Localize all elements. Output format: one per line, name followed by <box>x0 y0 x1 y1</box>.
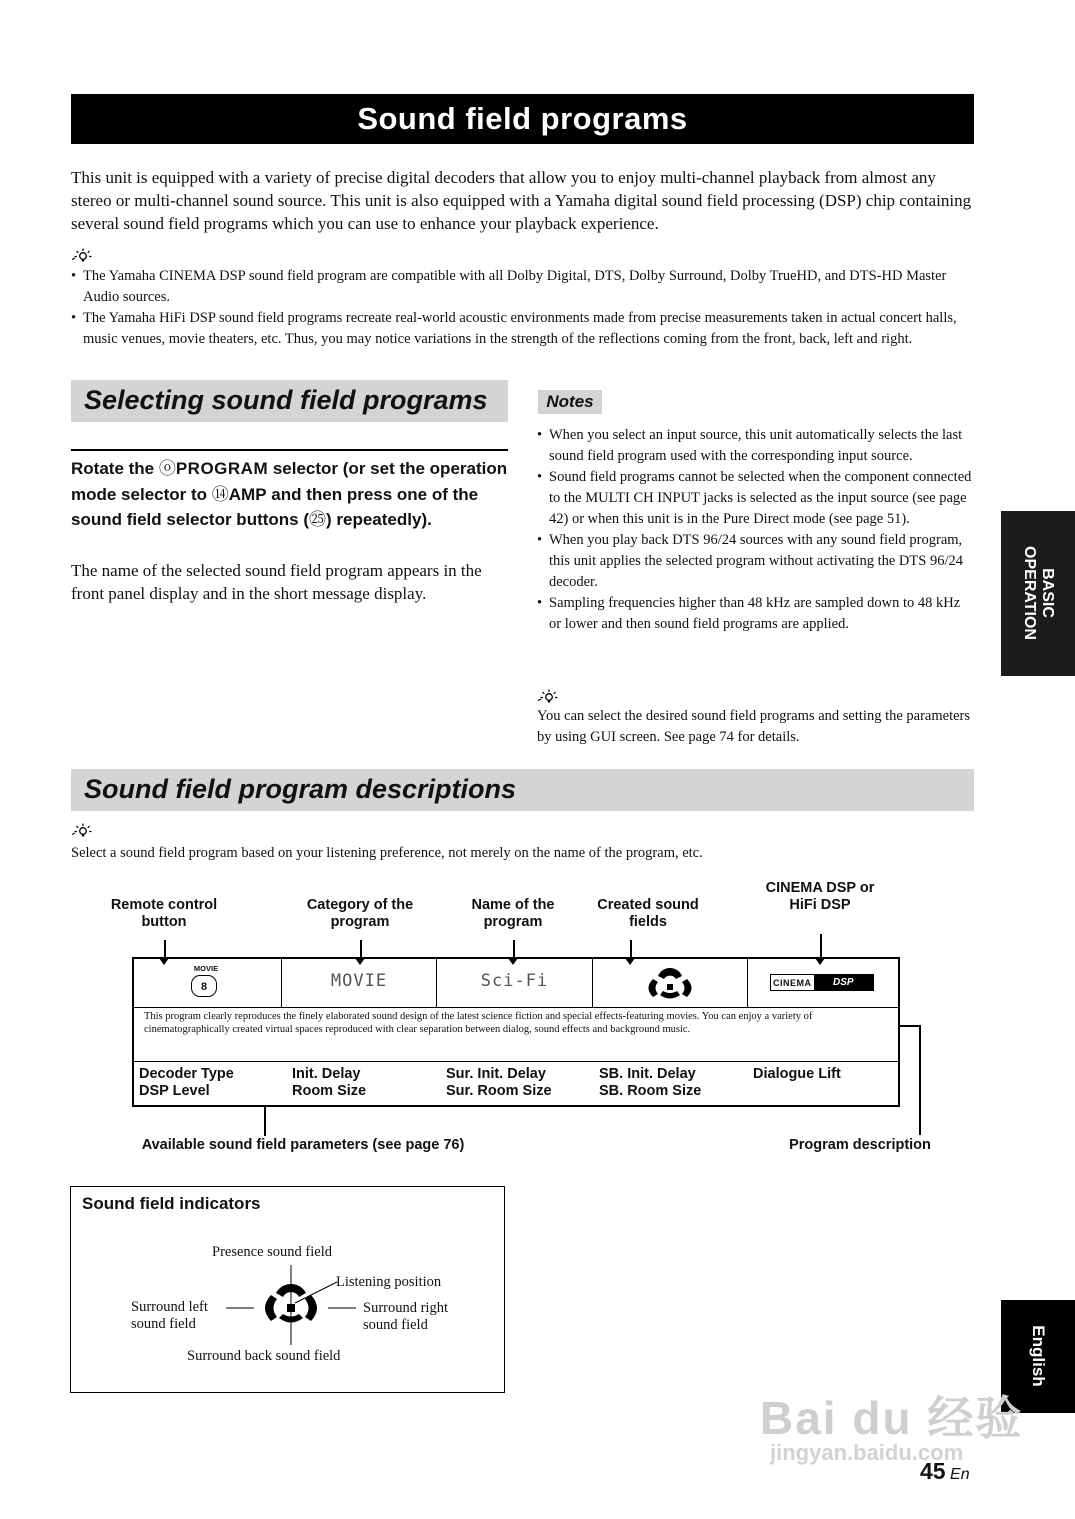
key-amp: AMP <box>228 484 267 504</box>
logo-text-left: CINEMA <box>773 977 812 988</box>
program-description-text: This program clearly reproduces the finely elaborated sound design of the latest science fiction and special effects-featuring movies. You can enjoy a variety of cinematographically created virtual spaces reproduced with clear separation between dialog, sound effects and background music. <box>144 1011 813 1035</box>
tip-item: • The Yamaha HiFi DSP sound field programs recreate real-world acoustic environments made from precise measurements taken in actual concert halls, music venues, movie theaters, etc. Thus, you may notice variations in the strength of the reflections coming from the front, back, left and right. <box>71 308 976 350</box>
descriptions-tip: Select a sound field program based on your listening preference, not merely on the name of the program, etc. <box>71 845 703 861</box>
sound-field-icon <box>639 965 701 1003</box>
param-item: SB. Room Size <box>599 1083 702 1099</box>
label-dsp-type: CINEMA DSP or HiFi DSP <box>765 880 875 913</box>
intro-paragraph: This unit is equipped with a variety of precise digital decoders that allow you to enjoy multi-channel playback from almost any stereo or multi-channel sound source. This unit is also equipped with a Yamaha digital sound field processing (DSP) chip containing several sound field programs which you can use to enhance your playback experience. <box>71 168 972 233</box>
ref-circle: ⓞ <box>158 459 176 478</box>
key-program: PROGRAM <box>175 459 269 478</box>
category-display: MOVIE <box>330 971 388 991</box>
notes-tip: You can select the desired sound field programs and setting the parameters by using GUI screen. See page 74 for details. <box>537 708 971 745</box>
sound-field-indicator-diagram <box>221 1265 361 1345</box>
instruction-step <box>71 456 511 533</box>
leader-line <box>919 1025 921 1135</box>
instruction-body: The name of the selected sound field program appears in the front panel display and in the short message display. <box>71 561 482 603</box>
sound-field-indicators-box <box>70 1186 505 1393</box>
param-column <box>292 1066 366 1100</box>
watermark-url: jingyan.baidu.com <box>770 1440 964 1465</box>
param-item: Sur. Init. Delay <box>446 1066 546 1082</box>
note-item: • When you play back DTS 96/24 sources with any sound field program, this unit applies the selected program without activating the DTS 96/24 decoder. <box>537 530 975 593</box>
program-example-table <box>132 957 900 1107</box>
note-item: • When you select an input source, this unit automatically selects the last sound field program used with the corresponding input source. <box>537 425 975 467</box>
param-column <box>599 1066 701 1100</box>
param-item: Sur. Room Size <box>446 1083 552 1099</box>
leader-line <box>900 1025 920 1027</box>
note-item: • Sound field programs cannot be selected when the component connected to the MULTI CH INPUT jacks is selected as the input source (see page 42) or when this unit is in the Pure Direct mode (see page 51). <box>537 467 975 530</box>
notes-list <box>537 425 975 635</box>
param-column <box>753 1066 841 1083</box>
watermark-logo: Bai du 经验 <box>760 1392 1024 1444</box>
cell-divider <box>592 959 593 1007</box>
cell-divider <box>747 959 748 1007</box>
row-divider <box>134 1061 898 1062</box>
ref-circle: ⑭ <box>211 484 229 504</box>
selecting-heading: Selecting sound field programs <box>71 380 508 422</box>
param-column <box>446 1066 552 1100</box>
label-presence: Presence sound field <box>212 1244 332 1260</box>
tip-list-top <box>71 266 976 350</box>
tip-item: • The Yamaha CINEMA DSP sound field program are compatible with all Dolby Digital, DTS, Dolby Surround, Dolby TrueHD, and DTS-HD Master Audio sources. <box>71 266 976 308</box>
label-category: Category of the program <box>306 897 414 930</box>
step-text: and then press one of the sound field selector buttons ( <box>71 484 479 529</box>
param-item: Room Size <box>292 1083 367 1099</box>
label-surround-right: Surround right sound field <box>363 1300 448 1333</box>
tab-basic-operation-label <box>1020 546 1056 640</box>
page-number-suffix: En <box>950 1466 970 1483</box>
name-display: Sci-Fi <box>480 971 549 991</box>
step-text: selector (or set the operation mode selector to <box>71 459 508 504</box>
row-divider <box>134 1007 898 1008</box>
page-title: Sound field programs <box>71 94 974 144</box>
label-listening: Listening position <box>336 1274 442 1290</box>
button-category-label: MOVIE <box>193 964 219 973</box>
cinema-dsp-logo <box>770 974 874 991</box>
descriptions-heading: Sound field program descriptions <box>71 769 974 811</box>
section-rule <box>71 449 508 451</box>
remote-button-8: 8 <box>191 975 217 997</box>
label-remote-button: Remote control button <box>110 897 218 930</box>
tab-basic-operation <box>1001 511 1075 676</box>
step-text: ) repeatedly). <box>326 510 432 529</box>
param-item: Init. Delay <box>292 1066 361 1082</box>
tip-icon <box>71 822 93 838</box>
tip-icon <box>71 247 93 263</box>
logo-text-right: DSP <box>814 975 874 990</box>
page-number <box>920 1458 970 1485</box>
label-program-description: Program description <box>789 1137 931 1153</box>
label-created-fields: Created sound fields <box>597 897 699 930</box>
step-text: Rotate the <box>71 459 159 478</box>
label-surround-left: Surround left sound field <box>131 1299 208 1332</box>
tab-line: OPERATION <box>1021 546 1038 640</box>
notes-label: Notes <box>538 390 602 414</box>
label-available-params: Available sound field parameters (see page 76) <box>141 1137 465 1153</box>
param-column <box>139 1066 234 1100</box>
ref-circle: ㉕ <box>309 510 327 529</box>
indicators-title: Sound field indicators <box>82 1194 261 1213</box>
label-surround-back: Surround back sound field <box>187 1348 341 1364</box>
tab-english-label: English <box>1029 1325 1048 1387</box>
param-item: Decoder Type <box>139 1066 234 1082</box>
param-item: DSP Level <box>139 1083 210 1099</box>
note-item: • Sampling frequencies higher than 48 kHz are sampled down to 48 kHz or lower and then sound field programs are applied. <box>537 593 975 635</box>
page-number-value: 45 <box>920 1458 946 1484</box>
label-program-name: Name of the program <box>471 897 555 930</box>
leader-line <box>264 1106 266 1136</box>
param-item: Dialogue Lift <box>753 1066 841 1082</box>
tab-line: BASIC <box>1039 568 1056 618</box>
param-item: SB. Init. Delay <box>599 1066 696 1082</box>
tip-icon <box>537 688 559 704</box>
